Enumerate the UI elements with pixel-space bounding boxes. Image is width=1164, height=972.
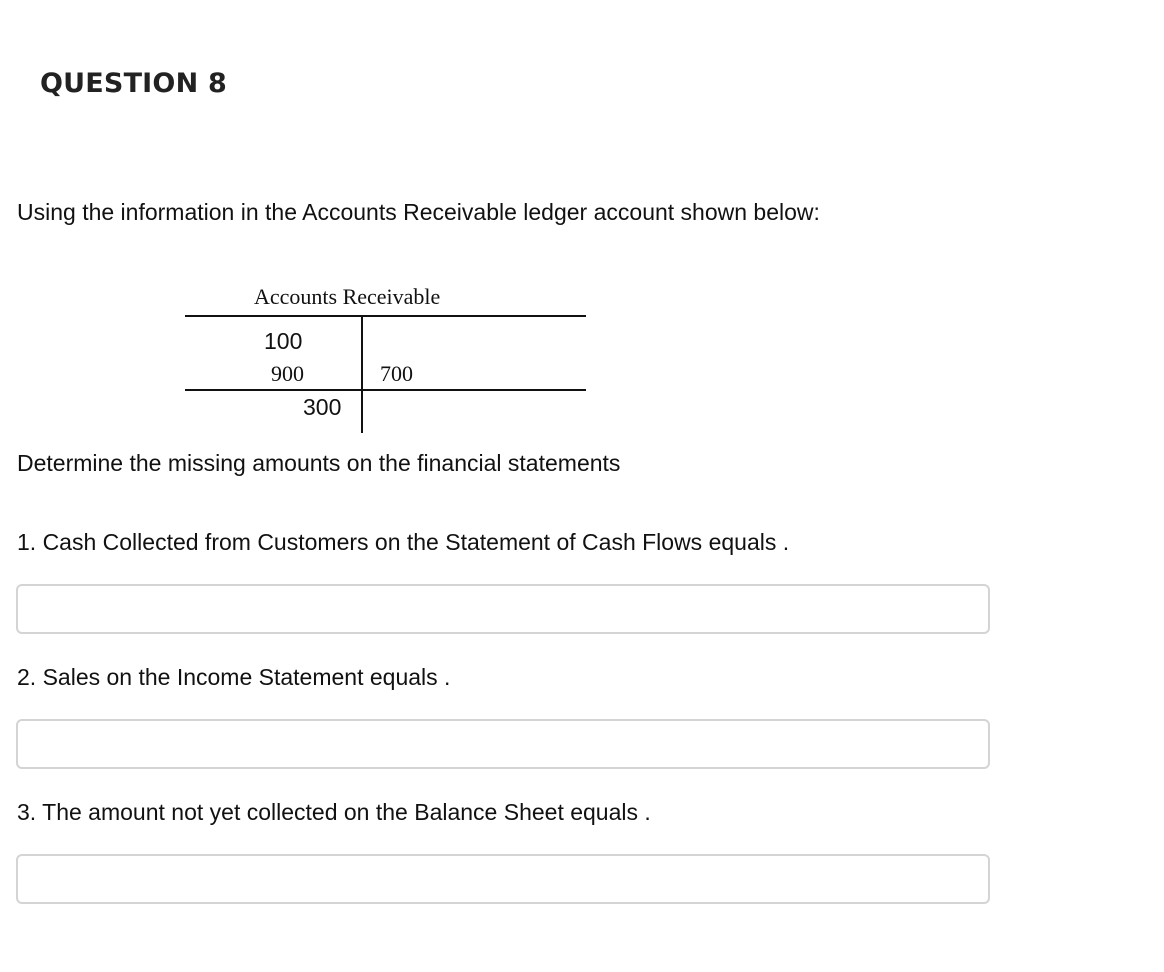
item-2-label: 2. Sales on the Income Statement equals . [17, 664, 451, 690]
item-3-label: 3. The amount not yet collected on the Balance Sheet equals . [17, 799, 651, 825]
question-title: QUESTION 8 [40, 68, 227, 99]
ledger-credit-entry: 700 [380, 361, 413, 386]
ledger-debit-entry: 100 [264, 328, 303, 354]
question-intro: Using the information in the Accounts Receivable ledger account shown below: [17, 199, 820, 225]
ledger-total-rule [185, 389, 586, 391]
ledger-center-rule [361, 317, 363, 433]
item-3-answer-input[interactable] [16, 854, 990, 904]
ledger-title: Accounts Receivable [254, 284, 441, 309]
ledger-balance: 300 [303, 394, 342, 420]
question-prompt: Determine the missing amounts on the financial statements [17, 450, 621, 476]
t-account-ledger [185, 284, 586, 434]
item-1-answer-input[interactable] [16, 584, 990, 634]
ledger-debit-entry: 900 [271, 361, 304, 386]
ledger-top-rule [185, 315, 586, 317]
item-2-answer-input[interactable] [16, 719, 990, 769]
item-1-label: 1. Cash Collected from Customers on the Statement of Cash Flows equals . [17, 529, 790, 555]
